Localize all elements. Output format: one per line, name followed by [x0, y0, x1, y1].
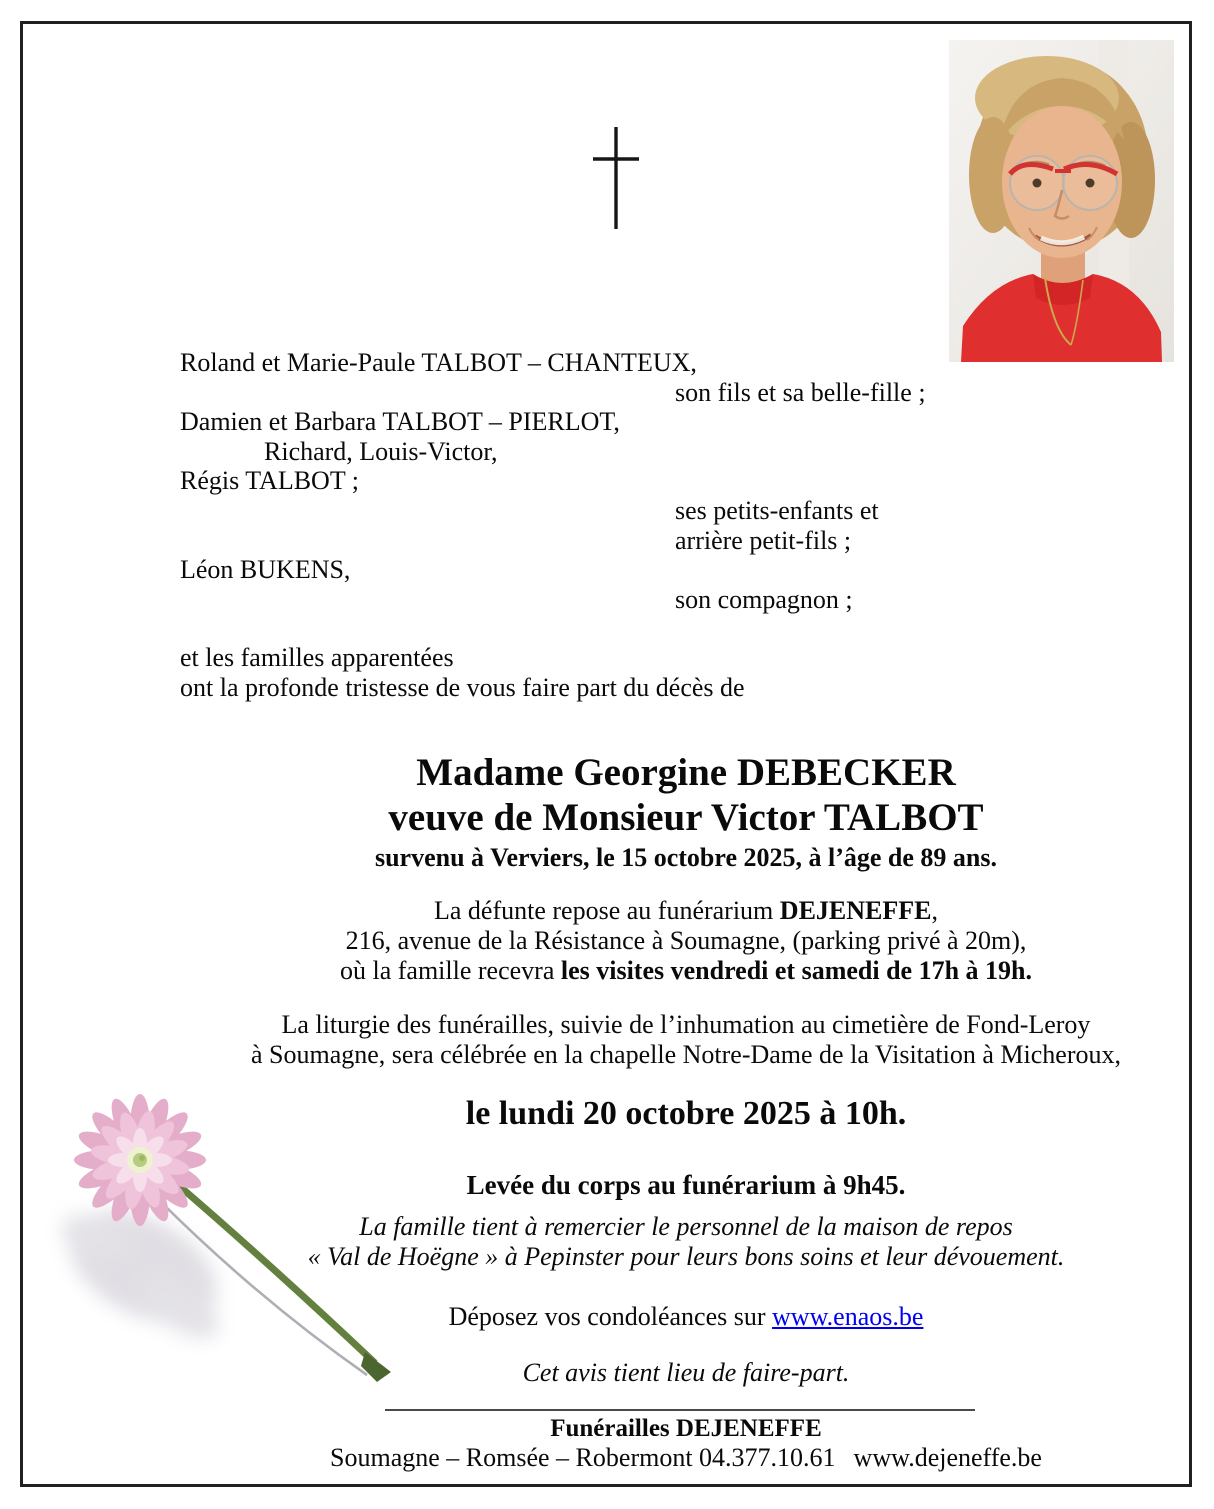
- intro-line: et les familles apparentées: [180, 643, 454, 672]
- family-names-block: [180, 348, 1192, 614]
- repose-line1: [180, 896, 1192, 926]
- flower-image: [25, 1072, 405, 1402]
- repose-paragraph: [180, 896, 1192, 986]
- death-info-line: survenu à Verviers, le 15 octobre 2025, à l’âge de 89 ans.: [374, 843, 998, 872]
- family-line: Léon BUKENS,: [180, 555, 351, 585]
- family-relation: ses petits-enfants et: [675, 495, 879, 525]
- repose-line3: [180, 956, 1192, 986]
- intro-line: ont la profonde tristesse de vous faire part du décès de: [180, 672, 745, 702]
- footer-website: www.dejeneffe.be: [853, 1443, 1042, 1472]
- deceased-widow-line: veuve de Monsieur Victor TALBOT: [388, 796, 984, 839]
- liturgy-line1: La liturgie des funérailles, suivie de l’inhumation au cimetière de Fond-Leroy: [281, 1010, 1091, 1039]
- liturgy-line2: à Soumagne, sera célébrée en la chapelle Notre-Dame de la Visitation à Micheroux,: [250, 1040, 1122, 1069]
- deceased-portrait-photo: [949, 40, 1174, 362]
- deceased-name: Madame Georgine DEBECKER: [416, 751, 956, 794]
- liturgy-paragraph: [180, 1010, 1192, 1070]
- family-relation: son fils et sa belle-fille ;: [675, 377, 926, 407]
- flower-head: [74, 1094, 206, 1226]
- repose-line3-text: où la famille recevra: [339, 956, 561, 985]
- family-line: Damien et Barbara TALBOT – PIERLOT,: [180, 407, 620, 437]
- enaos-link[interactable]: www.enaos.be: [772, 1302, 924, 1331]
- ceremony-date-line: le lundi 20 octobre 2025 à 10h.: [465, 1095, 907, 1132]
- visit-hours: les visites vendredi et samedi de 17h à 19h.: [560, 956, 1032, 985]
- condolences-text: Déposez vos condoléances sur: [448, 1302, 773, 1331]
- cross-icon: [593, 126, 639, 230]
- repose-line1-punct: ,: [931, 896, 938, 925]
- family-line: Régis TALBOT ;: [180, 466, 359, 496]
- thanks-line1: La famille tient à remercier le personnel de la maison de repos: [359, 1212, 1013, 1241]
- family-line: Richard, Louis-Victor,: [264, 436, 498, 466]
- repose-line2: 216, avenue de la Résistance à Soumagne, (parking privé à 20m),: [345, 926, 1027, 955]
- family-line: Roland et Marie-Paule TALBOT – CHANTEUX,: [180, 348, 697, 377]
- thanks-line2: « Val de Hoëgne » à Pepinster pour leurs bons soins et leur dévouement.: [307, 1242, 1065, 1271]
- announcement-intro: [180, 643, 1192, 702]
- footer-locations: Soumagne – Romsée – Robermont 04.377.10.61: [330, 1443, 836, 1472]
- footer-divider: [385, 1409, 975, 1411]
- family-relation: son compagnon ;: [675, 584, 853, 614]
- funeral-home-footer-name: Funérailles DEJENEFFE: [550, 1415, 822, 1442]
- repose-line1-text: La défunte repose au funérarium: [434, 896, 780, 925]
- levee-line: Levée du corps au funérarium à 9h45.: [466, 1170, 906, 1200]
- deceased-name-title: [180, 750, 1192, 840]
- funeral-home-footer-info: [180, 1443, 1192, 1473]
- family-relation: arrière petit-fils ;: [675, 525, 852, 555]
- faire-part-notice: Cet avis tient lieu de faire-part.: [522, 1358, 850, 1387]
- funeral-home-name: DEJENEFFE: [779, 896, 932, 925]
